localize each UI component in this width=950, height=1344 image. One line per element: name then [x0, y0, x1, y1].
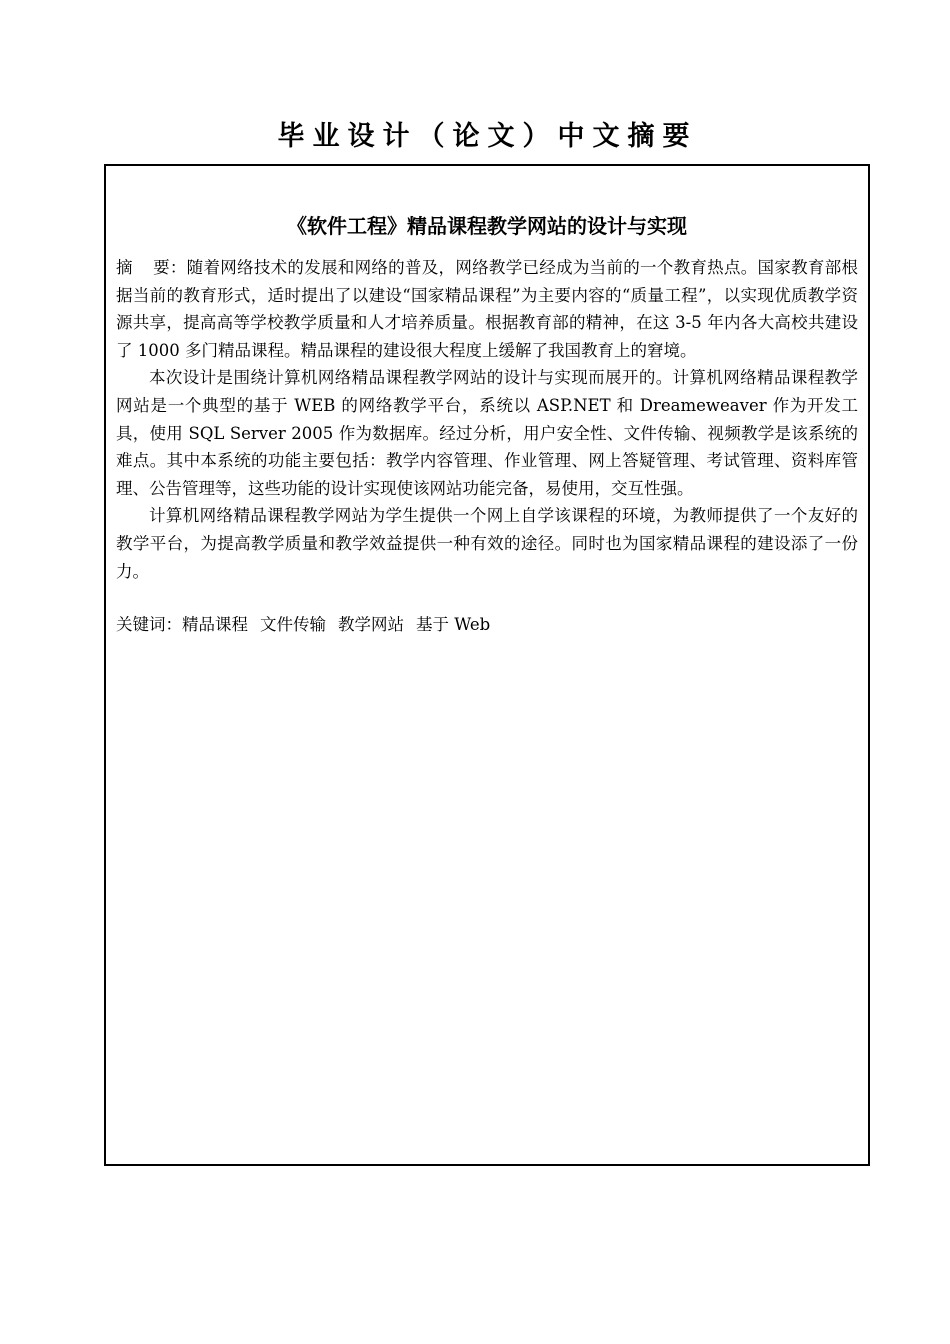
page-title: 毕业设计（论文）中文摘要: [277, 121, 698, 152]
thesis-title: 《软件工程》精品课程教学网站的设计与实现: [287, 214, 687, 238]
keyword-item: 教学网站: [338, 615, 404, 635]
keyword-item: 精品课程: [182, 615, 248, 635]
keyword-item: 基于 Web: [416, 615, 491, 635]
abstract-paragraph-2: 本次设计是围绕计算机网络精品课程教学网站的设计与实现而展开的。计算机网络精品课程教学网站是一个典型的基于 WEB 的网络教学平台，系统以 ASP.NET 和 Dreameweaver 作为开发工具，使用 SQL Server 2005 作为数据库。经过分析，用户安全性、文件传输、视频教学是该系统的难点。其中本系统的功能主要包括：教学内容管理、作业管理、网上答疑管理、考试管理、资料库管理、公告管理等，这些功能的设计实现使该网站功能完备，易使用，交互性强。: [116, 368, 858, 498]
abstract-label-part2: 要：: [152, 258, 187, 277]
abstract-paragraph-1: [116, 254, 858, 364]
abstract-body: [116, 254, 858, 639]
keywords-line: [116, 611, 858, 639]
abstract-label-part1: 摘: [116, 258, 133, 277]
abstract-frame: [104, 164, 870, 1166]
abstract-paragraph-1-text: 随着网络技术的发展和网络的普及，网络教学已经成为当前的一个教育热点。国家教育部根据当前的教育形式，适时提出了以建设“国家精品课程”为主要内容的“质量工程”，以实现优质教学资源共享，提高高等学校教学质量和人才培养质量。根据教育部的精神，在这 3-5 年内各大高校共建设了 1000 多门精品课程。精品课程的建设很大程度上缓解了我国教育上的窘境。: [116, 258, 859, 360]
keywords-label: 关键词：: [116, 615, 182, 635]
keyword-item: 文件传输: [260, 615, 326, 635]
abstract-paragraph-3: 计算机网络精品课程教学网站为学生提供一个网上自学该课程的环境，为教师提供了一个友好的教学平台，为提高教学质量和教学效益提供一种有效的途径。同时也为国家精品课程的建设添了一份力。: [116, 506, 858, 581]
